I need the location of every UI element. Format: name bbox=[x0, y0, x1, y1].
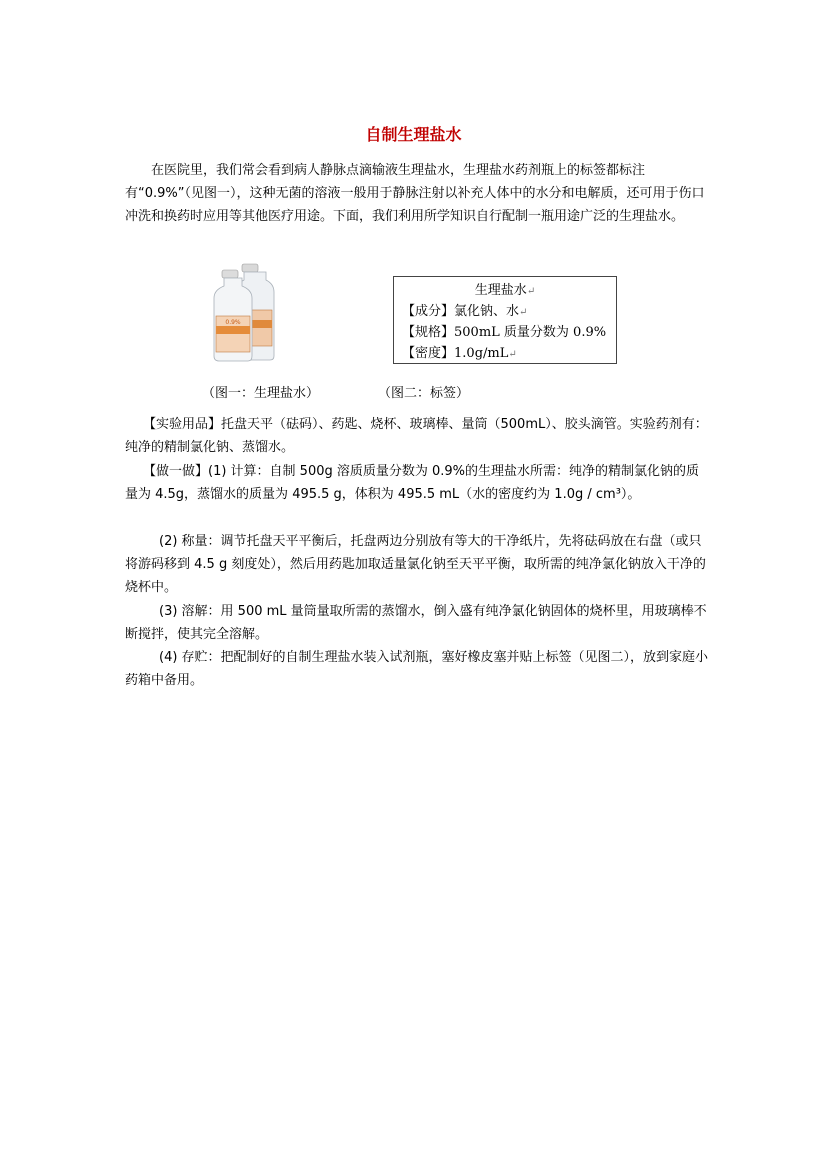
step-3-paragraph: (3) 溶解：用 500 mL 量筒量取所需的蒸馏水，倒入盛有纯净氯化钠固体的烧杯里，用玻璃棒不断搅拌，使其完全溶解。 bbox=[125, 604, 707, 642]
materials-paragraph: 【实验用品】托盘天平（砝码）、药匙、烧杯、玻璃棒、量筒（500mL）、胶头滴管。实验药剂有：纯净的精制氯化钠、蒸馏水。 bbox=[125, 417, 708, 455]
label-key: 【规格】 bbox=[402, 325, 455, 340]
label-row-spec bbox=[394, 321, 616, 342]
document-title: 自制生理盐水 bbox=[365, 125, 462, 144]
label-key: 【成分】 bbox=[402, 304, 455, 319]
figure1-caption: （图一：生理盐水） bbox=[202, 386, 320, 401]
figure2-caption: （图二：标签） bbox=[378, 386, 470, 401]
label-row-ingredients: 【成分】氯化钠、水↵ bbox=[402, 304, 528, 319]
label-value: 1.0g/mL bbox=[454, 346, 509, 361]
label-title: 生理盐水↵ bbox=[474, 283, 536, 298]
saline-label-box bbox=[393, 276, 617, 364]
label-title-text: 生理盐水 bbox=[474, 283, 527, 298]
step-4-paragraph: (4) 存贮：把配制好的自制生理盐水装入试剂瓶，塞好橡皮塞并贴上标签（见图二），放到家庭小药箱中备用。 bbox=[125, 650, 709, 688]
step-1-paragraph: 【做一做】(1) 计算：自制 500g 溶质质量分数为 0.9%的生理盐水所需：纯净的精制氯化钠的质量为 4.5g，蒸馏水的质量为 495.5 g，体积为 495.5 mL（水的密度约为 1.0g / cm³）。 bbox=[125, 464, 700, 502]
label-row-density: 【密度】1.0g/mL↵ bbox=[402, 346, 517, 361]
label-value: 500mL 质量分数为 0.9% bbox=[454, 325, 607, 340]
label-key: 【密度】 bbox=[402, 346, 455, 361]
step-2-paragraph: (2) 称量：调节托盘天平平衡后，托盘两边分别放有等大的干净纸片，先将砝码放在右盘（或只将游码移到 4.5 g 刻度处），然后用药匙加取适量氯化钠至天平平衡，取所需的纯净氯化钠放入干净的烧杯中。 bbox=[125, 534, 706, 595]
bottle-label-text: 0.9% bbox=[225, 319, 241, 326]
saline-bottles-image bbox=[208, 262, 278, 362]
figures bbox=[200, 262, 630, 367]
label-value: 氯化钠、水 bbox=[454, 304, 520, 319]
intro-paragraph: 在医院里，我们常会看到病人静脉点滴输液生理盐水，生理盐水药剂瓶上的标签都标注有“0.9%”（见图一），这种无菌的溶液一般用于静脉注射以补充人体中的水分和电解质，还可用于伤口冲洗和换药时应用等其他医疗用途。下面，我们利用所学知识自行配制一瓶用途广泛的生理盐水。 bbox=[125, 163, 705, 224]
